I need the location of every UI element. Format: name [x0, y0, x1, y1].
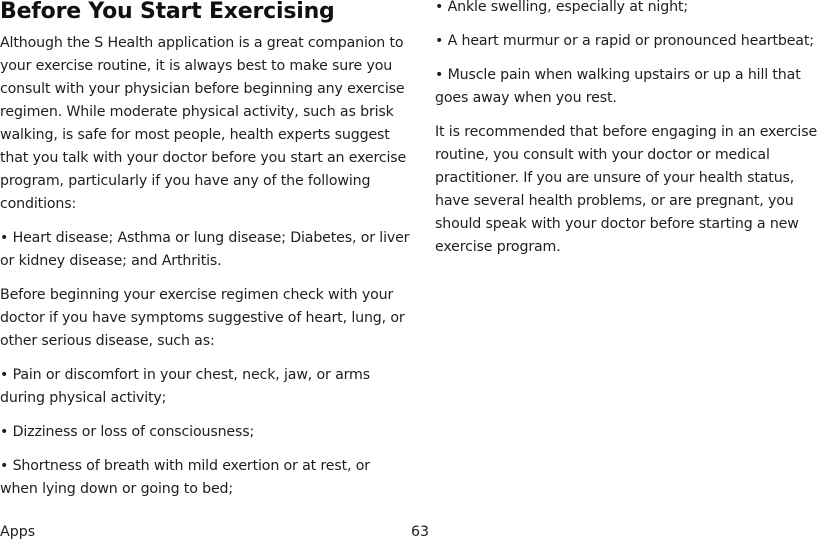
- page-number: 63: [411, 524, 430, 540]
- symptom-bullet-dizziness: • Dizziness or loss of consciousness;: [0, 424, 255, 440]
- page-title: Before You Start Exercising: [0, 0, 335, 24]
- page-footer: [0, 522, 831, 542]
- left-column: [0, 0, 410, 512]
- right-column: [435, 0, 831, 270]
- conditions-bullet: • Heart disease; Asthma or lung disease; Diabetes, or liver or kidney disease; and Arthritis.: [0, 230, 410, 269]
- recommendation-paragraph: It is recommended that before engaging in an exercise routine, you consult with your doctor or medical practitioner. If you are unsure of your health status, have several health problems, or are pregnant, you should speak with your doctor before starting a new exercise program.: [435, 124, 818, 255]
- intro-paragraph: Although the S Health application is a great companion to your exercise routine, it is always best to make sure you consult with your physician before beginning any exercise regimen. While moderate physical activity, such as brisk walking, is safe for most people, health experts suggest that you talk with your doctor before you start an exercise program, particularly if you have any of the following conditions:: [0, 35, 407, 212]
- symptom-bullet-muscle-pain: • Muscle pain when walking upstairs or up a hill that goes away when you rest.: [435, 67, 801, 106]
- footer-section-label: Apps: [0, 524, 36, 540]
- symptom-bullet-chest-pain: • Pain or discomfort in your chest, neck, jaw, or arms during physical activity;: [0, 367, 370, 406]
- symptoms-intro-paragraph: Before beginning your exercise regimen check with your doctor if you have symptoms suggestive of heart, lung, or other serious disease, such as:: [0, 287, 405, 349]
- symptom-bullet-shortness-of-breath: • Shortness of breath with mild exertion or at rest, or when lying down or going to bed;: [0, 458, 370, 497]
- symptom-bullet-ankle-swelling: • Ankle swelling, especially at night;: [435, 0, 688, 15]
- symptom-bullet-heart-murmur: • A heart murmur or a rapid or pronounced heartbeat;: [435, 33, 814, 49]
